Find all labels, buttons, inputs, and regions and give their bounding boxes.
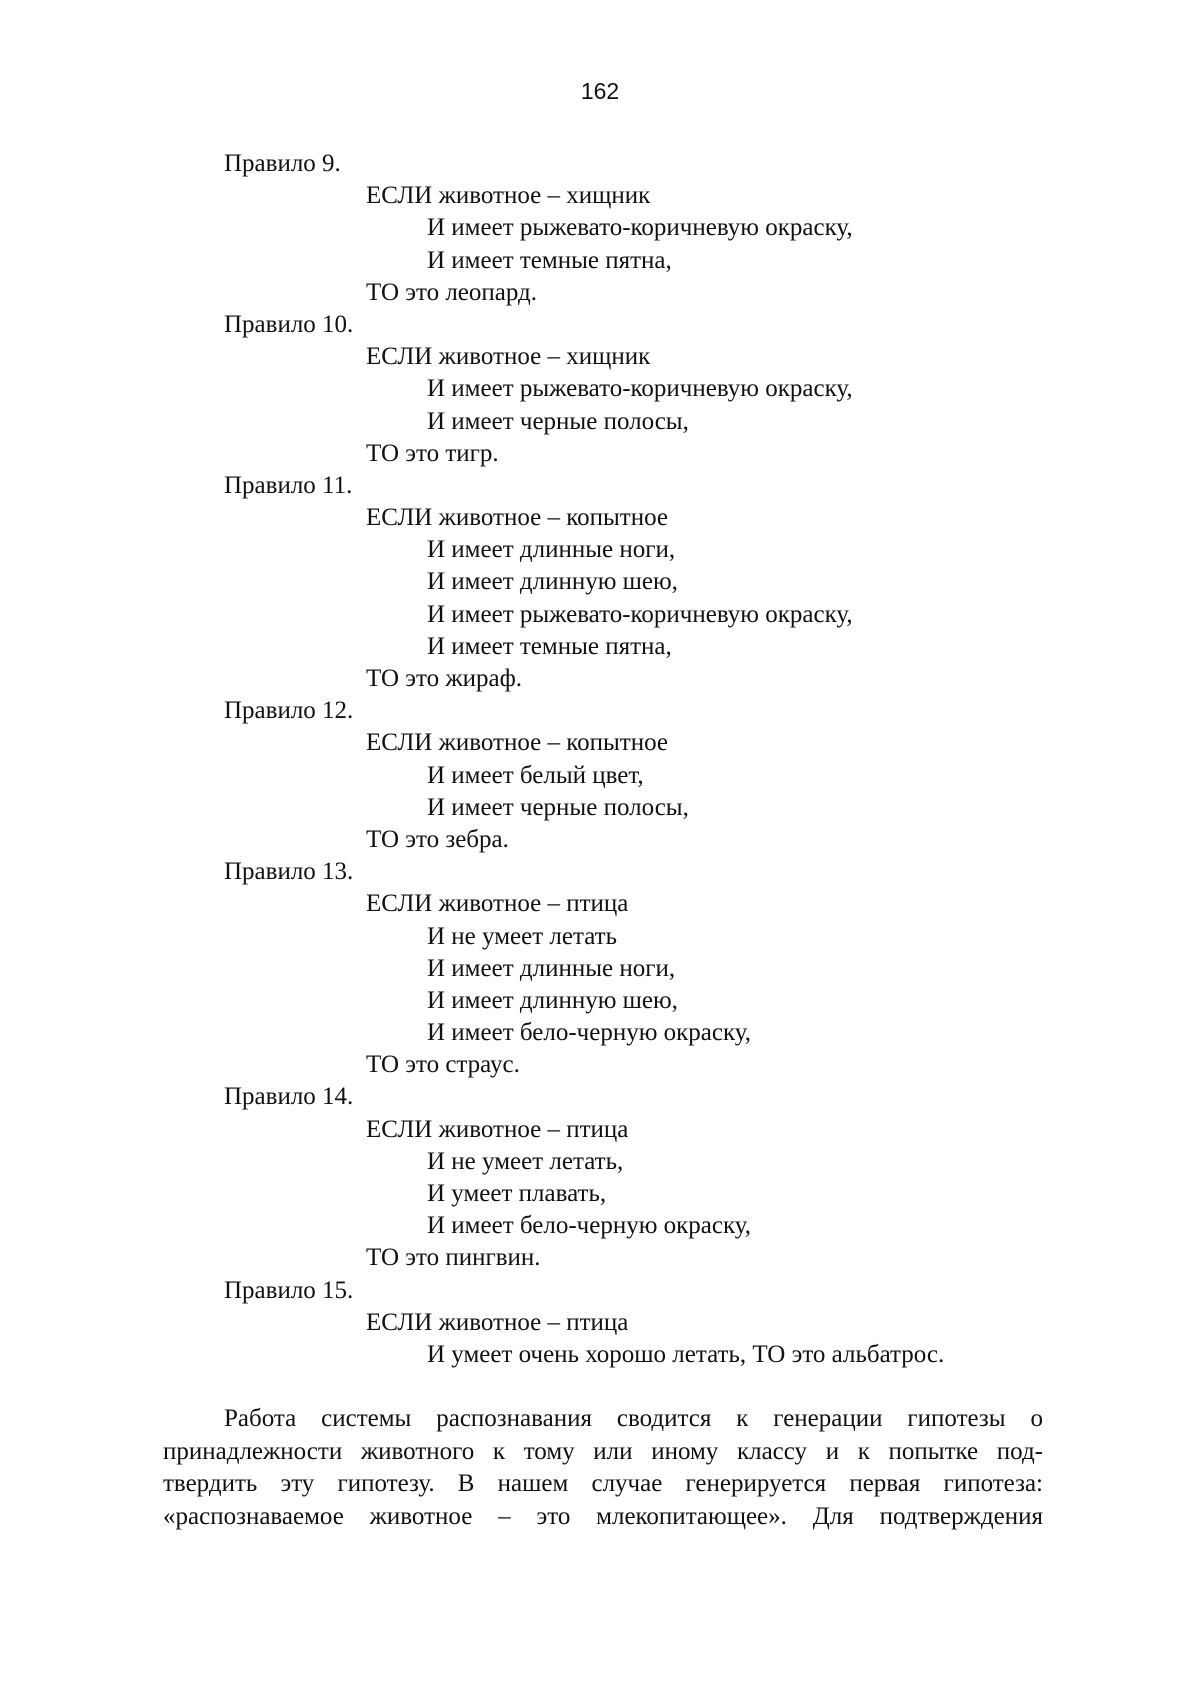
rule-result: ТО это жираф. xyxy=(366,665,523,692)
rule-clause: И не умеет летать xyxy=(427,922,617,950)
rule-clause: И имеет длинную шею, xyxy=(427,568,678,596)
rule-condition: ЕСЛИ животное – хищник xyxy=(366,182,651,210)
rule-heading: Правило 11. xyxy=(224,471,353,499)
rule-heading: Правило 10. xyxy=(224,310,354,338)
rule-clause: И имеет черные полосы, xyxy=(427,407,689,435)
rule-clause: И имеет длинные ноги, xyxy=(427,954,676,982)
rule-clause: И умеет очень хорошо летать, ТО это альбатрос. xyxy=(427,1340,945,1368)
rule-result: ТО это леопард. xyxy=(366,278,538,306)
body-paragraph xyxy=(163,1403,1043,1533)
rule-heading: Правило 13. xyxy=(224,858,354,886)
rule-clause: И имеет темные пятна, xyxy=(427,632,672,660)
paragraph-line: Работа системы распознавания сводится к генерации гипотезы о xyxy=(224,1405,1043,1432)
rule-clause: И имеет бело-черную окраску, xyxy=(427,1019,752,1047)
rule-condition: ЕСЛИ животное – птица xyxy=(366,1308,629,1336)
rule-clause: И имеет темные пятна, xyxy=(427,246,672,274)
page-number: 162 xyxy=(580,78,620,104)
rule-condition: ЕСЛИ животное – птица xyxy=(366,890,629,918)
rule-heading: Правило 9. xyxy=(224,150,341,177)
rule-heading: Правило 14. xyxy=(224,1083,354,1111)
rule-clause: И умеет плавать, xyxy=(427,1180,607,1207)
rule-clause: И имеет черные полосы, xyxy=(427,793,689,821)
rule-clause: И имеет длинные ноги, xyxy=(427,536,676,564)
rule-condition: ЕСЛИ животное – копытное xyxy=(366,504,669,532)
rule-result: ТО это зебра. xyxy=(366,825,509,853)
rule-clause: И имеет бело-черную окраску, xyxy=(427,1212,752,1240)
rule-clause: И имеет рыжевато-коричневую окраску, xyxy=(427,214,853,242)
rule-result: ТО это тигр. xyxy=(366,439,499,467)
rule-clause: И имеет рыжевато-коричневую окраску, xyxy=(427,600,853,628)
rule-clause: И имеет рыжевато-коричневую окраску, xyxy=(427,375,853,403)
rule-clause: И не умеет летать, xyxy=(427,1147,624,1175)
rule-condition: ЕСЛИ животное – хищник xyxy=(366,343,651,371)
rule-list xyxy=(0,148,1200,1371)
rule-clause: И имеет длинную шею, xyxy=(427,986,678,1014)
rule-condition: ЕСЛИ животное – птица xyxy=(366,1115,629,1143)
rule-clause: И имеет белый цвет, xyxy=(427,761,644,789)
rule-heading: Правило 15. xyxy=(224,1276,354,1304)
rule-result: ТО это страус. xyxy=(366,1051,520,1079)
rule-heading: Правило 12. xyxy=(224,697,354,725)
rule-condition: ЕСЛИ животное – копытное xyxy=(366,729,669,757)
rule-result: ТО это пингвин. xyxy=(366,1244,541,1272)
paragraph-line: «распознаваемое животное – это млекопитающее». Для подтверждения xyxy=(163,1502,1043,1530)
paragraph-line: твердить эту гипотезу. В нашем случае генерируется первая гипотеза: xyxy=(163,1470,1043,1497)
paragraph-line: принадлежности животного к тому или иному классу и к попытке под- xyxy=(163,1437,1043,1465)
